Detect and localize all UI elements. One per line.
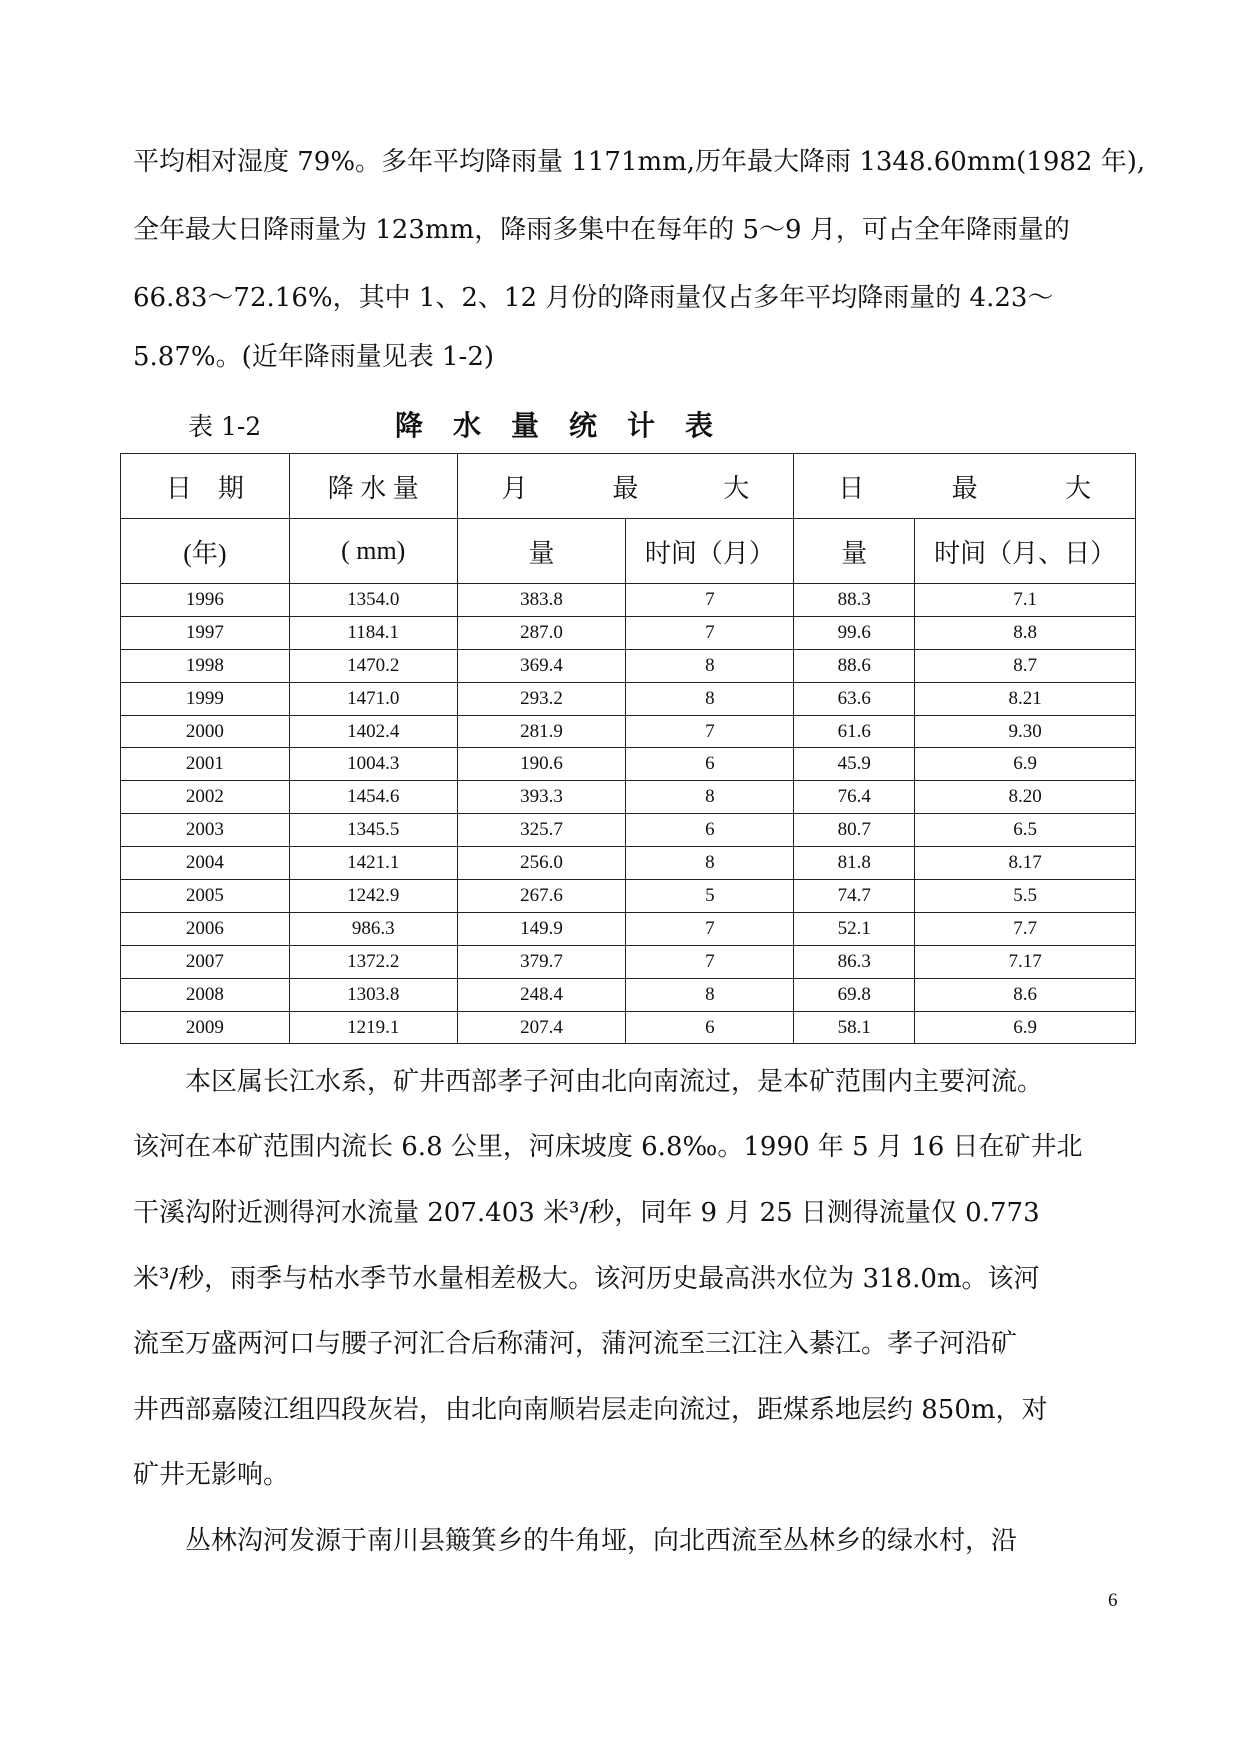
table-cell: 6	[626, 814, 794, 847]
table-cell: 61.6	[794, 715, 915, 748]
table-cell: 7.17	[915, 945, 1136, 978]
table-row	[121, 814, 1136, 847]
table-cell: 2007	[121, 945, 290, 978]
table-cell: 1454.6	[289, 781, 457, 814]
precipitation-table	[120, 453, 1136, 1044]
header-month-max-3: 大	[723, 473, 750, 503]
table-cell: 1372.2	[289, 945, 457, 978]
table-cell: 1345.5	[289, 814, 457, 847]
table-cell: 45.9	[794, 748, 915, 781]
table-cell: 1470.2	[289, 649, 457, 682]
table-cell: 2003	[121, 814, 290, 847]
table-body	[121, 584, 1136, 1044]
header-precip-bottom: ( mm)	[289, 519, 457, 584]
table-cell: 267.6	[457, 880, 626, 913]
table-cell: 1242.9	[289, 880, 457, 913]
table-cell: 9.30	[915, 715, 1136, 748]
table-cell: 8.17	[915, 847, 1136, 880]
table-cell: 369.4	[457, 649, 626, 682]
table-cell: 69.8	[794, 978, 915, 1011]
table-cell: 1004.3	[289, 748, 457, 781]
table-cell: 8	[626, 682, 794, 715]
table-row	[121, 945, 1136, 978]
table-row	[121, 912, 1136, 945]
table-cell: 8.21	[915, 682, 1136, 715]
table-cell: 207.4	[457, 1011, 626, 1044]
header-day-max	[794, 454, 1136, 519]
paragraph-line: 丛林沟河发源于南川县簸箕乡的牛角垭，向北西流至丛林乡的绿水村，沿	[133, 1526, 1018, 1556]
table-cell: 293.2	[457, 682, 626, 715]
table-cell: 7	[626, 912, 794, 945]
table-cell: 6.9	[915, 748, 1136, 781]
table-row	[121, 649, 1136, 682]
table-cell: 1998	[121, 649, 290, 682]
table-cell: 8.20	[915, 781, 1136, 814]
table-row	[121, 584, 1136, 617]
paragraph-line: 井西部嘉陵江组四段灰岩，由北向南顺岩层走向流过，距煤系地层约 850m，对	[133, 1395, 1048, 1425]
table-cell: 88.6	[794, 649, 915, 682]
table-cell: 2008	[121, 978, 290, 1011]
table-caption: 表 1-2	[188, 412, 262, 441]
table-cell: 88.3	[794, 584, 915, 617]
table-cell: 1997	[121, 616, 290, 649]
table-cell: 2004	[121, 847, 290, 880]
table-cell: 63.6	[794, 682, 915, 715]
table-cell: 8.6	[915, 978, 1136, 1011]
header-amount: 量	[457, 519, 626, 584]
table-cell: 8	[626, 978, 794, 1011]
table-cell: 1996	[121, 584, 290, 617]
table-cell: 74.7	[794, 880, 915, 913]
table-cell: 8.8	[915, 616, 1136, 649]
table-row	[121, 748, 1136, 781]
table-row	[121, 682, 1136, 715]
table-cell: 6	[626, 1011, 794, 1044]
table-cell: 2006	[121, 912, 290, 945]
header-precip-top: 降 水 量	[289, 454, 457, 519]
table-cell: 248.4	[457, 978, 626, 1011]
table-cell: 256.0	[457, 847, 626, 880]
table-cell: 2002	[121, 781, 290, 814]
table-row	[121, 978, 1136, 1011]
table-cell: 99.6	[794, 616, 915, 649]
table-cell: 6.9	[915, 1011, 1136, 1044]
table-cell: 5.5	[915, 880, 1136, 913]
table-cell: 1354.0	[289, 584, 457, 617]
table-row	[121, 781, 1136, 814]
table-cell: 383.8	[457, 584, 626, 617]
table-cell: 5	[626, 880, 794, 913]
table-cell: 1303.8	[289, 978, 457, 1011]
table-cell: 393.3	[457, 781, 626, 814]
paragraph-line: 本区属长江水系，矿井西部孝子河由北向南流过，是本矿范围内主要河流。	[133, 1067, 1044, 1097]
table-cell: 281.9	[457, 715, 626, 748]
table-row	[121, 715, 1136, 748]
paragraph-line: 米³/秒，雨季与枯水季节水量相差极大。该河历史最高洪水位为 318.0m。该河	[133, 1264, 1040, 1294]
header-month-max-2: 最	[612, 473, 639, 503]
header-day-max-1: 日	[838, 473, 865, 503]
table-row	[121, 880, 1136, 913]
table-row	[121, 1011, 1136, 1044]
table-cell: 7	[626, 715, 794, 748]
table-row	[121, 847, 1136, 880]
paragraph-line: 66.83～72.16%，其中 1、2、12 月份的降雨量仅占多年平均降雨量的 4.23～	[133, 283, 1054, 313]
table-cell: 8	[626, 847, 794, 880]
paragraph-line: 流至万盛两河口与腰子河汇合后称蒲河，蒲河流至三江注入綦江。孝子河沿矿	[133, 1329, 1018, 1359]
table-cell: 7.7	[915, 912, 1136, 945]
table-cell: 190.6	[457, 748, 626, 781]
header-month-max-1: 月	[501, 473, 528, 503]
paragraph-line: 5.87%。(近年降雨量见表 1-2)	[133, 342, 495, 372]
table-cell: 7	[626, 616, 794, 649]
table-cell: 1421.1	[289, 847, 457, 880]
table-cell: 80.7	[794, 814, 915, 847]
paragraph-line: 平均相对湿度 79%。多年平均降雨量 1171mm,历年最大降雨 1348.60mm(1982 年),	[133, 147, 1146, 177]
table-cell: 325.7	[457, 814, 626, 847]
paragraph-line: 矿井无影响。	[133, 1460, 290, 1490]
paragraph-line: 全年最大日降雨量为 123mm，降雨多集中在每年的 5～9 月，可占全年降雨量的	[133, 215, 1070, 245]
table-cell: 52.1	[794, 912, 915, 945]
table-cell: 1402.4	[289, 715, 457, 748]
table-cell: 8	[626, 649, 794, 682]
table-cell: 6	[626, 748, 794, 781]
header-day-max-2: 最	[951, 473, 978, 503]
table-cell: 8	[626, 781, 794, 814]
table-cell: 8.7	[915, 649, 1136, 682]
table-cell: 379.7	[457, 945, 626, 978]
table-cell: 81.8	[794, 847, 915, 880]
table-cell: 287.0	[457, 616, 626, 649]
header-day-max-3: 大	[1064, 473, 1091, 503]
header-date-bottom: (年)	[121, 519, 290, 584]
table-cell: 1471.0	[289, 682, 457, 715]
table-cell: 2000	[121, 715, 290, 748]
table-cell: 58.1	[794, 1011, 915, 1044]
table-cell: 1999	[121, 682, 290, 715]
header-time-month: 时间（月）	[626, 519, 794, 584]
table-cell: 7.1	[915, 584, 1136, 617]
paragraph-line: 该河在本矿范围内流长 6.8 公里，河床坡度 6.8‰。1990 年 5 月 16 日在矿井北	[133, 1132, 1083, 1162]
table-cell: 986.3	[289, 912, 457, 945]
paragraph-line: 干溪沟附近测得河水流量 207.403 米³/秒，同年 9 月 25 日测得流量仅 0.773	[133, 1198, 1040, 1228]
table-cell: 7	[626, 945, 794, 978]
table-cell: 1184.1	[289, 616, 457, 649]
table-cell: 2001	[121, 748, 290, 781]
table-cell: 149.9	[457, 912, 626, 945]
header-date-top: 日 期	[121, 454, 290, 519]
table-cell: 1219.1	[289, 1011, 457, 1044]
table-cell: 6.5	[915, 814, 1136, 847]
table-title: 降水量统计表	[395, 409, 744, 442]
table-cell: 7	[626, 584, 794, 617]
header-month-max	[457, 454, 794, 519]
table-row	[121, 616, 1136, 649]
page-number: 6	[1108, 1590, 1118, 1611]
table-cell: 76.4	[794, 781, 915, 814]
table-cell: 86.3	[794, 945, 915, 978]
table-cell: 2005	[121, 880, 290, 913]
header-time-month-day: 时间（月、日）	[915, 519, 1136, 584]
header-amount-day: 量	[794, 519, 915, 584]
table-cell: 2009	[121, 1011, 290, 1044]
